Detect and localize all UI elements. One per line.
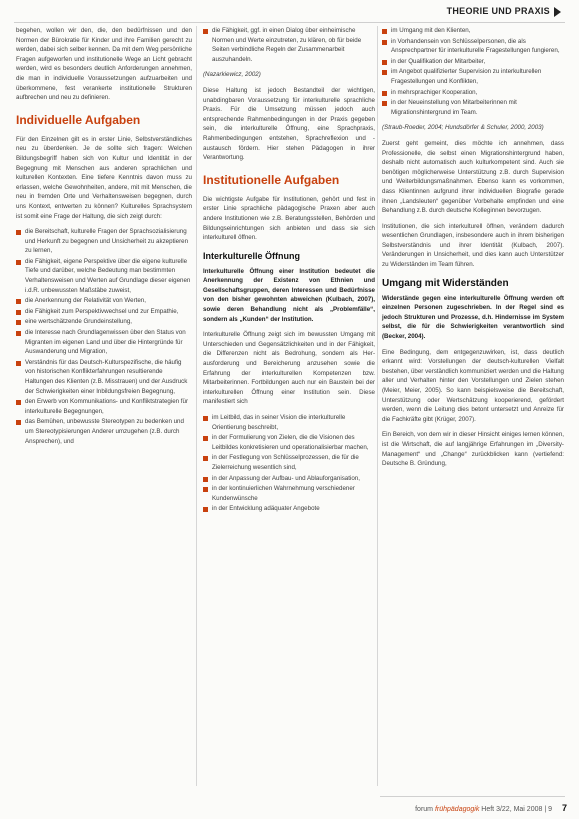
list-item: im Leitbild, das in seiner Vision die interkulturelle Orientierung beschreibt, (203, 413, 375, 432)
column-divider (196, 26, 197, 786)
paragraph: Zuerst geht gemeint, dies möchte ich annehmen, dass Professionelle, die selbst einen Migrationshintergrund haben, deshalb nicht automatisch auch kulturkompetent sind. Auch sie benötigen möglicherweise Unterstützung z.B. durch Supervision und Weiterbildungsmaßnahmen. Ebenso kann es vorkommen, dass Klientinnen aufgrund ihrer individuellen Biografie gerade ihnen „Landsleuten“ gegenüber Vorbehalte empfinden und eine Behandlung z.B. durch deutsche Kolleginnen bevorzugen. (382, 139, 564, 215)
column-1 (16, 26, 192, 452)
footer-prefix: forum (415, 806, 435, 813)
journal-name: frühpädagogik (434, 806, 480, 813)
list-item: den Erwerb von Kommunikations- und Konfliktstrategien für interkulturelle Begegnungen, (16, 397, 192, 416)
section-header (447, 6, 561, 17)
column-divider (377, 26, 378, 786)
list-item: im Angebot qualifizierter Supervision zu interkulturellen Fragestellungen und Konflikten, (382, 67, 564, 86)
paragraph: Ein Bereich, von dem wir in dieser Hinsicht einiges lernen können, ist die Wirtschaft, die auf langjährige Erfahrungen im „Diversity-Management“ und „Change“ zurückblicken kann (vertiefend: Deutsche B. Gründung, (382, 431, 564, 468)
paragraph: Eine Bedingung, dem entgegenzuwirken, ist, dass deutlich erkannt wird: Vorstellungen der deutsch-kulturellen Vielfalt bestehen, über verständlich kommuniziert werden und die Haltung aller und Verhalten hinter den Vorstellungen und Zielen stehen (Meier, Meier, 2005). So kann beispielsweise die Bereitschaft, Unterstützung oder Wertschätzung kooperierend, gefördert werden, wenn die Leitung dies betont untersetzt und Anreize für die Fachkräfte gibt (Krüger, 2007). (382, 348, 564, 423)
paragraph: Für den Einzelnen gilt es in erster Linie, Selbstverständliches neu zu überdenken. Je de sollte sich fragen: Welchen Bildungsbegriff haben sich von Kultur und Identität in der Begegnung mit Menschen aus anderen sprachlichen und kulturellen Kontexten. Eine tiefere Kenntnis davon muss zu erlassen, welche Gewohnheiten, andere, mit mit Menschen, die neu in fremden Orte und Verhaltensweisen begegnen, durch uns Kontext, entwerten zu können? Kulturelles Sprachsystem ist somit eine Frage der Haltung, die sich zeigt durch: (16, 135, 192, 220)
heading-individual-tasks: Individuelle Aufgaben (16, 112, 141, 127)
list-item: in der Festlegung von Schlüsselprozessen, die für die Zielerreichung wesentlich sind, (203, 453, 375, 472)
list-item: in der Neueinstellung von Mitarbeiterinnen mit Migrationshintergrund im Team. (382, 98, 564, 117)
paragraph: Institutionen, die sich interkulturell öffnen, verändern dadurch wesentlichen Grundlagen, insbesondere auch in ihrem bisherigen Selbstverständnis und ihrer Identität (Kulbach, 2007). Veränderungen in Unsicherheit, und dies kann auch Unterstützer zu Widerständen im Team führen. (382, 222, 564, 269)
list-item: in Vorhandensein von Schlüsselpersonen, die als Ansprechpartner für interkulturelle Fragestellungen fungieren, (382, 37, 564, 56)
citation: (Nazarkiewicz, 2002) (203, 71, 261, 79)
list-item: im Umgang mit den Klienten, (382, 26, 564, 36)
list-item: die Bereitschaft, kulturelle Fragen der Sprachsozialisierung und Herkunft zu begegnen und Unsicherheit zu akzeptieren zu lernen, (16, 227, 192, 256)
bullet-list (382, 26, 564, 117)
list-item: in der kontinuierlichen Wahrnehmung verschiedener Kundenwünsche (203, 484, 375, 503)
paragraph: Die wichtigste Aufgabe für Institutionen, gehört und fest in erster Linie sprachliche pädagogische Praxen aber auch andere Institutionen wie z.B. Beratungsstellen, Behörden und Bildungseinrichtungen sich anbieten und dass sie sich interkulturell öffnen. (203, 195, 375, 242)
paragraph: Diese Haltung ist jedoch Bestandteil der wichtigen, unabdingbaren Voraussetzung für interkulturelle sprachliche Praxis. Für die Umsetzung müssen jedoch auch entsprechende Rahmenbedingungen in der Praxis gegeben sein, die interkulturelle Öffnung, eine Sprachpraxis, Rahmenbedingungen entstehen, Sprachreflexion und -austausch fördern. Hier stehen Pädagogen in ihrer Verantwortung. (203, 86, 375, 162)
heading-dealing-with-resistance: Umgang mit Widerständen (382, 277, 509, 289)
arrow-right-icon (554, 7, 561, 17)
list-item: in der Anpassung der Aufbau- und Ablauforganisation, (203, 474, 375, 484)
bold-paragraph: Widerstände gegen eine interkulturelle Öffnung werden oft einzelnen Personen zugeschrieben. In der Regel sind es jedoch Strukturen und Prozesse, d.h. Hindernisse im System selbst, die für die Schwierigkeiten verantwortlich sind (Becker, 2004). (382, 294, 564, 341)
page-number: 7 (561, 803, 567, 813)
bold-paragraph: Interkulturelle Öffnung einer Institution bedeutet die Anerkennung der Existenz von Ethnien und Gesellschaftsgruppen, deren Interessen und Bedürfnisse von den bisher gewohnten abweichen (Kulbach, 2007), sowie deren Behandlung nicht als „Problemfälle“, sondern als „Kunden“ der Institution. (203, 267, 375, 323)
bullet-list (16, 227, 192, 446)
paragraph: Interkulturelle Öffnung zeigt sich im bewussten Umgang mit Unterschieden und Gegensätzlichkeiten und in der Fähigkeit, die Differenzen nicht als Bedrohung, sondern als Herausforderung und Bereicherung anzusehen sowie die Erfahrung der interkulturellen Kompetenzen bzw. Mitarbeiterinnen. Fortbildungen auch nur ein Baustein bei der interkulturellen Öffnung einer Institution sein. Diese manifestiert sich (203, 331, 375, 406)
bullet-list (203, 413, 375, 514)
list-item: in mehrsprachiger Kooperation, (382, 88, 564, 98)
citation: (Straub-Roeder, 2004; Hundsdörfer & Schuler, 2000, 2003) (382, 124, 544, 132)
list-item: die Fähigkeit, ggf. in einen Dialog über einheimische Normen und Werte einzutreten, zu klären, ob für beide Seiten verbindliche Regeln der Zusammenarbeit auszuhandeln. (203, 26, 375, 64)
heading-intercultural-opening: Interkulturelle Öffnung (203, 250, 301, 261)
page-footer (415, 803, 567, 813)
list-item: die Interesse nach Grundlagenwissen über den Status von Migranten im eigenen Land und über die Hintergründe für Auswanderung und Migration, (16, 328, 192, 357)
column-2 (203, 26, 375, 520)
issue-info: Heft 3/22, Mai 2008 | 9 (481, 806, 552, 813)
list-item: Verständnis für das Deutsch-Kulturspezifische, die häufig von historischen Konflikterfahrungen resultierende Haltungen des Klienten (z.B. Misstrauen) und der Ausdruck der Schwierigkeiten einer Inbildungsfreien Begegnung, (16, 358, 192, 396)
list-item: die Anerkennung der Relativität von Werten, (16, 296, 192, 306)
bottom-rule (380, 796, 565, 797)
paragraph: begehen, wollen wir den, die, den bedürfnissen und den Normen der Bürokratie für Kinder und ihre Familien gerecht zu werden, dabei sich selber kennen. Da mit dem Weg persönliche Fragen aufgeworfen und institutionelle Wege an Licht gebracht werden, wird es besonders deutlich Anforderungen annehmen, die man in individuelle Voraussetzungen aufzuarbeiten und überkommene, fest verankerte institutionelle Strukturen aufbrechen und neu zu definieren. (16, 27, 192, 102)
list-item: eine wertschätzende Grundeinstellung, (16, 317, 192, 327)
heading-institutional-tasks: Institutionelle Aufgaben (203, 172, 340, 187)
list-item: in der Qualifikation der Mitarbeiter, (382, 57, 564, 67)
list-item: in der Formulierung von Zielen, die die Visionen des Leitbildes konkretisieren und operationalisierbar machen, (203, 433, 375, 452)
section-title: THEORIE UND PRAXIS (446, 6, 550, 16)
list-item: die Fähigkeit, eigene Perspektive über die eigene kulturelle Tiefe und darüber, welche Bedeutung man bestimmten Verhaltensweisen und Werten auf Grundlage dieser eigenen i.d.R. unbewussten Maßstäbe zuweist, (16, 257, 192, 295)
bullet-list (203, 26, 375, 64)
top-rule (14, 22, 565, 23)
list-item: das Bemühen, unbewusste Stereotypen zu bedenken und um Stereotypisierungen Anderer umzugehen (z.B. durch Ansprechen), und (16, 417, 192, 446)
column-3 (382, 26, 564, 475)
list-item: die Fähigkeit zum Perspektivwechsel und zur Empathie, (16, 307, 192, 317)
list-item: in der Entwicklung adäquater Angebote (203, 504, 375, 514)
